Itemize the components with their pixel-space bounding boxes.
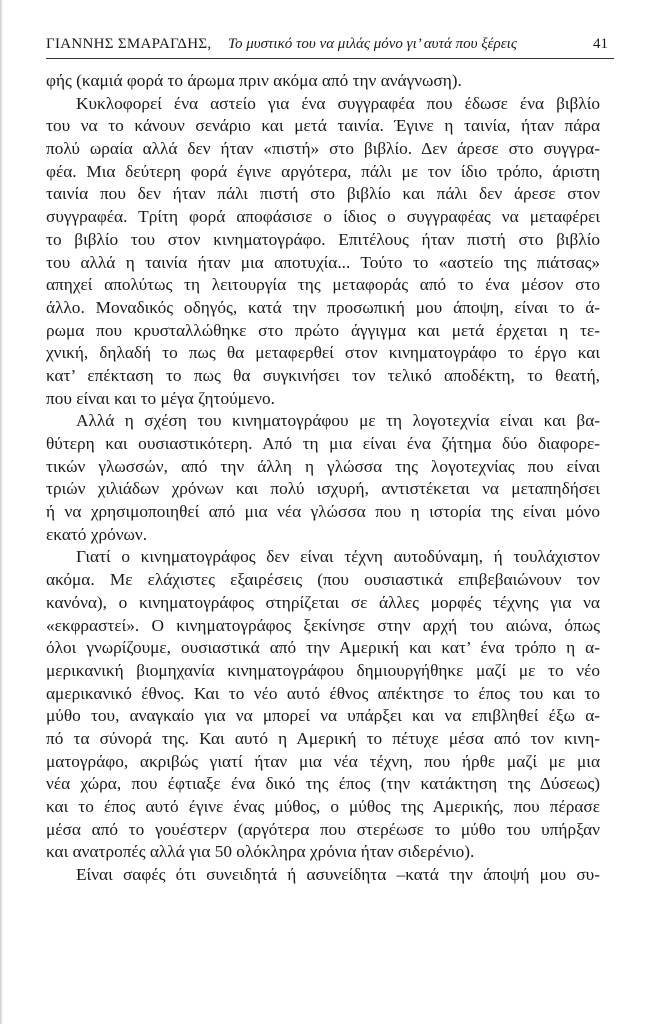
header-author: ΓΙΑΝΝΗΣ ΣΜΑΡΑΓΔΗΣ, bbox=[46, 36, 212, 52]
text-line: φέα. Μια δεύτερη φορά έγινε αργότερα, πάλι με τον ίδιο τρόπο, άριστη bbox=[46, 161, 600, 181]
text-line: του να το κάνουν σενάριο και μετά ταινία. Έγινε η ταινία, ήταν πάρα bbox=[46, 116, 600, 136]
paragraph bbox=[46, 864, 600, 887]
text-line: άλλο. Μοναδικός οδηγός, κατά την προσωπική μου άποψη, είναι το ά- bbox=[46, 297, 600, 317]
text-line: το βιβλίο του στον κινηματογράφο. Επιτέλους ήταν πιστή στο βιβλίο bbox=[46, 229, 600, 249]
paragraph bbox=[46, 546, 600, 864]
text-line: νέα χώρα, που έφτιαξε ένα δικό της έπος (την κατάκτηση της Δύσεως) bbox=[46, 774, 600, 794]
page-number: 41 bbox=[593, 36, 608, 52]
text-line: και το έπος αυτό έγινε ένας μύθος, ο μύθος της Αμερικής, που πέρασε bbox=[46, 797, 600, 816]
text-line: μέσα από το γουέστερν (αργότερα που στερέωσε το μύθο του υπήρξαν bbox=[46, 819, 600, 839]
text-line: θύτερη και ουσιαστικότερη. Από τη μια είναι ένα ζήτημα δύο διαφορε- bbox=[46, 434, 600, 453]
text-line: εκατό χρόνων. bbox=[46, 524, 148, 544]
text-line: Γιατί ο κινηματογράφος δεν είναι τέχνη αυτοδύναμη, ή τουλάχιστον bbox=[76, 547, 600, 567]
text-line: κανόνα), ο κινηματογράφος στηρίζεται σε άλλες μορφές τέχνης για να bbox=[46, 592, 600, 612]
page-gutter-shadow bbox=[0, 0, 3, 1024]
running-header bbox=[46, 34, 614, 59]
text-line: ρωμα που κρυσταλλώθηκε στο πρώτο άγγιγμα και μετά έρχεται η τε- bbox=[46, 320, 600, 340]
text-line: μύθο του, αναγκαίο για να μπορεί να υπάρξει και να επιβληθεί έξω α- bbox=[46, 706, 600, 726]
text-line: απηχεί απολύτως τη λειτουργία της μεταφοράς από το ένα μέσον στο bbox=[46, 275, 600, 295]
paragraph bbox=[46, 93, 600, 411]
text-line: μερικανική βιομηχανία κινηματογράφου δημιουργήθηκε μαζί με το νέο bbox=[46, 660, 600, 680]
text-line: τικών γλωσσών, από την άλλη η γλώσσα της λογοτεχνίας που είναι bbox=[46, 456, 600, 476]
text-line: αμερικανικό έθνος. Και το νέο αυτό έθνος απέκτησε το έπος του και το bbox=[46, 683, 600, 703]
text-line: όλοι γνωρίζουμε, ουσιαστικά από την Αμερική και κατ’ ένα τρόπο η α- bbox=[46, 638, 600, 658]
text-line: και ανατροπές αλλά για 50 ολόκληρα χρόνια ήταν σιδερένιο). bbox=[46, 842, 475, 862]
text-line: Είναι σαφές ότι συνειδητά ή ασυνείδητα –κατά την άποψή μου συ- bbox=[76, 865, 600, 885]
text-line: ταινία που δεν ήταν πάλι πιστή στο βιβλίο και πάλι δεν άρεσε στον bbox=[46, 184, 600, 204]
text-line: ακόμα. Με ελάχιστες εξαιρέσεις (που ουσιαστικά επιβεβαιώνουν τον bbox=[46, 570, 600, 590]
body-text bbox=[46, 70, 600, 887]
text-line: που είναι και το μέγα ζητούμενο. bbox=[46, 388, 275, 408]
text-line: χνική, δηλαδή το πως θα μεταφερθεί στον κινηματογράφο το έργο και bbox=[46, 343, 600, 363]
text-line: φής (καμιά φορά το άρωμα πριν ακόμα από την ανάγνωση). bbox=[46, 71, 462, 90]
text-line: συγγραφέα. Τρίτη φορά αποφάσισε ο ίδιος ο συγγραφέας να μεταφέρει bbox=[46, 207, 600, 227]
header-book-title: Το μυστικό του να μιλάς μόνο γι’ αυτά που ξέρεις bbox=[228, 36, 517, 52]
text-line: τριών χιλιάδων χρόνων και πολύ ισχυρή, αντιστέκεται να μεταπηδήσει bbox=[46, 479, 600, 499]
text-line: κατ’ επέκταση το πως θα συγκινήσει τον τελικό αποδέκτη, το θεατή, bbox=[46, 365, 600, 385]
text-line: ή να χρησιμοποιηθεί από μια νέα γλώσσα που η ιστορία της είναι μόνο bbox=[46, 502, 600, 522]
text-line: «εκφραστεί». Ο κινηματογράφος ξεκίνησε στην αρχή του αιώνα, όπως bbox=[46, 615, 600, 635]
text-line: του αλλά η ταινία ήταν μια αποτυχία... Τούτο το «αστείο της πιάτσας» bbox=[46, 252, 600, 272]
paragraph bbox=[46, 410, 600, 546]
text-line: Κυκλοφορεί ένα αστείο για ένα συγγραφέα που έδωσε ένα βιβλίο bbox=[76, 93, 600, 113]
text-line: ματογράφο, ακριβώς γιατί ήταν μια νέα τέχνη, που ήρθε μαζί με μια bbox=[46, 751, 600, 771]
text-line: πό τα σύνορά της. Και αυτό η Αμερική το πέτυχε μέσα από τον κινη- bbox=[46, 728, 600, 748]
text-line: Αλλά η σχέση του κινηματογράφου με τη λογοτεχνία είναι και βα- bbox=[76, 411, 600, 431]
paragraph bbox=[46, 70, 600, 93]
text-line: πολύ ωραία αλλά δεν ήταν «πιστή» στο βιβλίο. Δεν άρεσε στο συγγρα- bbox=[46, 139, 600, 159]
